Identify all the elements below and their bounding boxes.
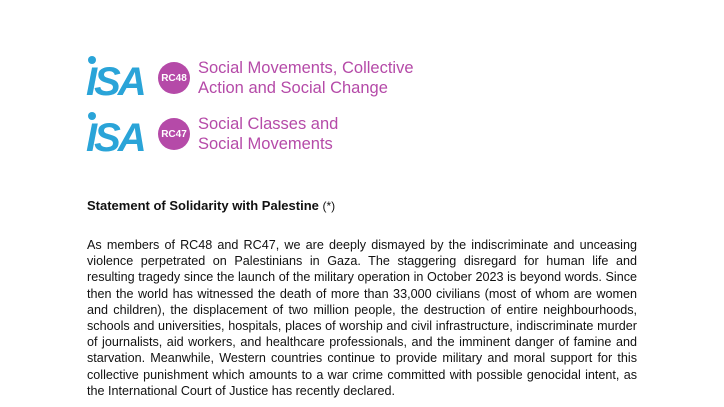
isa-logo-icon: ISA: [86, 56, 142, 100]
statement-title: Statement of Solidarity with Palestine (*): [87, 198, 336, 213]
statement-note: (*): [322, 199, 336, 213]
rc48-badge: RC48: [158, 62, 190, 94]
rc48-name: Social Movements, Collective Action and Social Change: [198, 59, 414, 97]
rc48-logo: [86, 56, 414, 104]
rc47-badge: RC47: [158, 118, 190, 150]
rc47-name: Social Classes and Social Movements: [198, 115, 339, 153]
isa-logo-icon: ISA: [86, 112, 142, 156]
rc47-logo: [86, 112, 339, 160]
statement-paragraph: As members of RC48 and RC47, we are deeply dismayed by the indiscriminate and unceasing violence perpetrated on Palestinians in Gaza. The staggering disregard for human life and resulting tragedy since the launch of the military operation in October 2023 is beyond words. Since then the world has witnessed the death of more than 33,000 civilians (most of whom are women and children), the displacement of two million people, the destruction of entire neighbourhoods, schools and universities, hospitals, places of worship and civil infrastructure, indiscriminate murder of journalists, aid workers, and healthcare professionals, and the imminent danger of famine and starvation. Meanwhile, Western countries continue to provide military and moral support for this collective punishment which amounts to a war crime committed with possible genocidal intent, as the International Court of Justice has recently declared.: [87, 238, 637, 398]
